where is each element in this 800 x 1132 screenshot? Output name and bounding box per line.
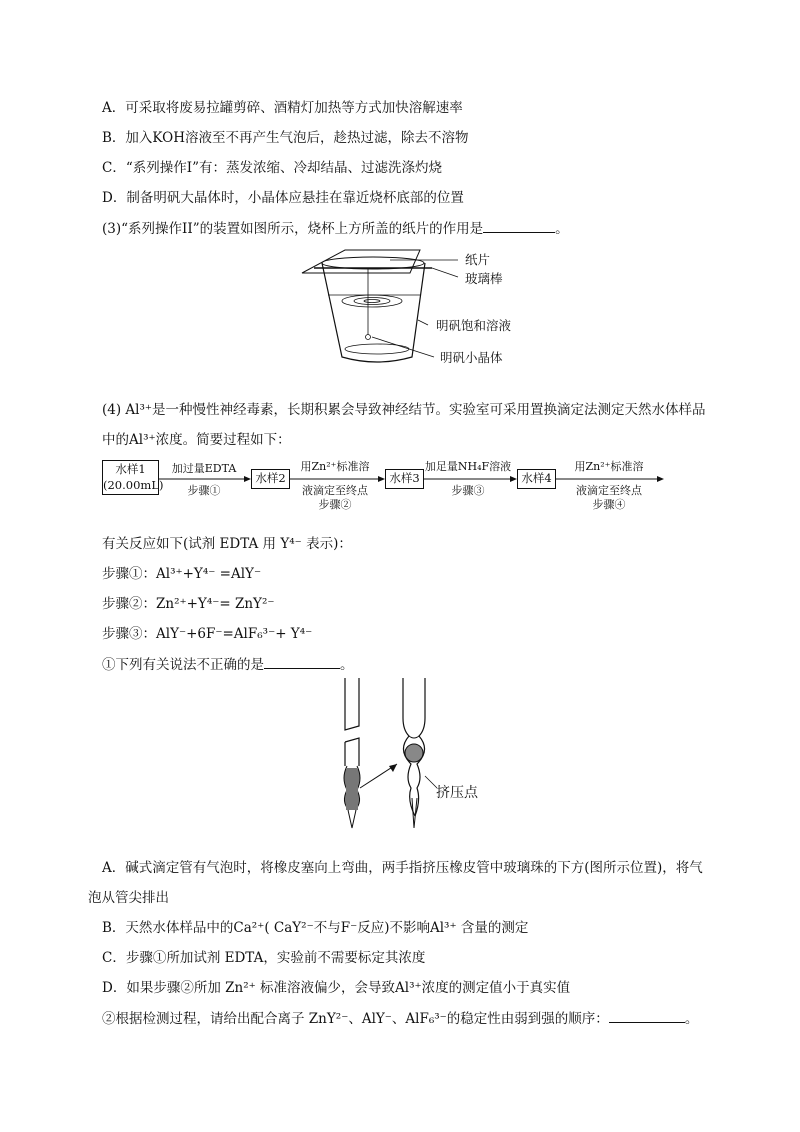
- answer-blank[interactable]: [264, 654, 340, 669]
- label-glass-rod: 玻璃棒: [465, 271, 503, 286]
- sub-option-a: A．碱式滴定管有气泡时，将橡皮塞向上弯曲，两手指挤压橡皮管中玻璃珠的下方(图所示位置)，将气: [102, 860, 703, 876]
- question-4-line1: (4) Al³⁺是一种慢性神经毒素，长期积累会导致神经结节。实验室可采用置换滴定法测定天然水体样品: [102, 402, 706, 418]
- question-4-line2: 中的Al³⁺浓度。简要过程如下：: [102, 432, 291, 448]
- reactions-intro: 有关反应如下(试剂 EDTA 用 Y⁴⁻ 表示)：: [102, 536, 352, 552]
- answer-blank[interactable]: [609, 1008, 685, 1023]
- burette-figure: [325, 678, 525, 830]
- label-squeeze-point: 挤压点: [436, 785, 478, 801]
- sample-box-3: 水样3: [385, 469, 424, 489]
- answer-blank[interactable]: [483, 218, 555, 233]
- sub-question-2-text: ②根据检测过程，请给出配合离子 ZnY²⁻、AlY⁻、AlF₆³⁻的稳定性由弱到强的顺序：: [102, 1011, 609, 1027]
- sub-option-d: D．如果步骤②所加 Zn²⁺ 标准溶液偏少，会导致Al³⁺浓度的测定值小于真实值: [102, 980, 571, 996]
- sub-option-b: B．天然水体样品中的Ca²⁺( CaY²⁻不与F⁻反应)不影响Al³⁺ 含量的测定: [102, 920, 529, 936]
- reaction-step3: 步骤③：AlY⁻+6F⁻=AlF₆³⁻+ Y⁴⁻: [102, 626, 313, 642]
- sample-box-4: 水样4: [517, 469, 556, 489]
- sub-question-2-end: 。: [684, 1011, 699, 1027]
- step3-reagent: 加足量NH₄F溶液: [424, 460, 512, 473]
- option-d: D．制备明矾大晶体时，小晶体应悬挂在靠近烧杯底部的位置: [102, 190, 464, 206]
- question-3-end: 。: [555, 221, 569, 237]
- beaker-diagram: [300, 245, 560, 370]
- label-paper: 纸片: [465, 252, 491, 267]
- sub-option-a-cont: 泡从管尖排出: [88, 890, 169, 906]
- sample-box-2: 水样2: [251, 469, 290, 489]
- sample-1-label: 水样1: [115, 462, 146, 476]
- beaker-figure: [300, 245, 560, 370]
- sample-1-volume: (20.00mL): [103, 478, 164, 492]
- reaction-step2: 步骤②：Zn²⁺+Y⁴⁻= ZnY²⁻: [102, 596, 275, 612]
- step4-reagent-cont: 液滴定至终点: [576, 484, 642, 497]
- step2-label: 步骤②: [318, 498, 352, 511]
- question-3: [102, 218, 569, 239]
- sample-box-1: [102, 460, 164, 495]
- step4-reagent: 用Zn²⁺标准溶: [574, 460, 644, 473]
- sub-question-1: [102, 654, 354, 675]
- step4-label: 步骤④: [592, 498, 626, 511]
- option-c: C．“系列操作I”有：蒸发浓缩、冷却结晶、过滤洗涤灼烧: [102, 160, 442, 176]
- label-saturated-solution: 明矾饱和溶液: [436, 318, 512, 333]
- titration-flow-diagram: [102, 455, 682, 515]
- reaction-step1: 步骤①：Al³⁺+Y⁴⁻ =AlY⁻: [102, 566, 262, 582]
- option-a: A．可采取将废易拉罐剪碎、酒精灯加热等方式加快溶解速率: [102, 100, 463, 116]
- burette-diagram: [325, 678, 525, 830]
- sub-question-2: [102, 1008, 698, 1029]
- option-b: B．加入KOH溶液至不再产生气泡后，趁热过滤，除去不溶物: [102, 130, 469, 146]
- step2-reagent-cont: 液滴定至终点: [302, 484, 368, 497]
- step1-label: 步骤①: [187, 484, 221, 497]
- step2-reagent: 用Zn²⁺标准溶: [300, 460, 370, 473]
- sub-option-c: C．步骤①所加试剂 EDTA，实验前不需要标定其浓度: [102, 950, 426, 966]
- sub-question-1-end: 。: [340, 657, 354, 673]
- step1-reagent: 加过量EDTA: [171, 462, 237, 475]
- label-small-crystal: 明矾小晶体: [440, 350, 503, 365]
- sub-question-1-text: ①下列有关说法不正确的是: [102, 657, 264, 673]
- step3-label: 步骤③: [451, 484, 485, 497]
- question-3-text: (3)“系列操作II”的装置如图所示，烧杯上方所盖的纸片的作用是: [102, 221, 484, 237]
